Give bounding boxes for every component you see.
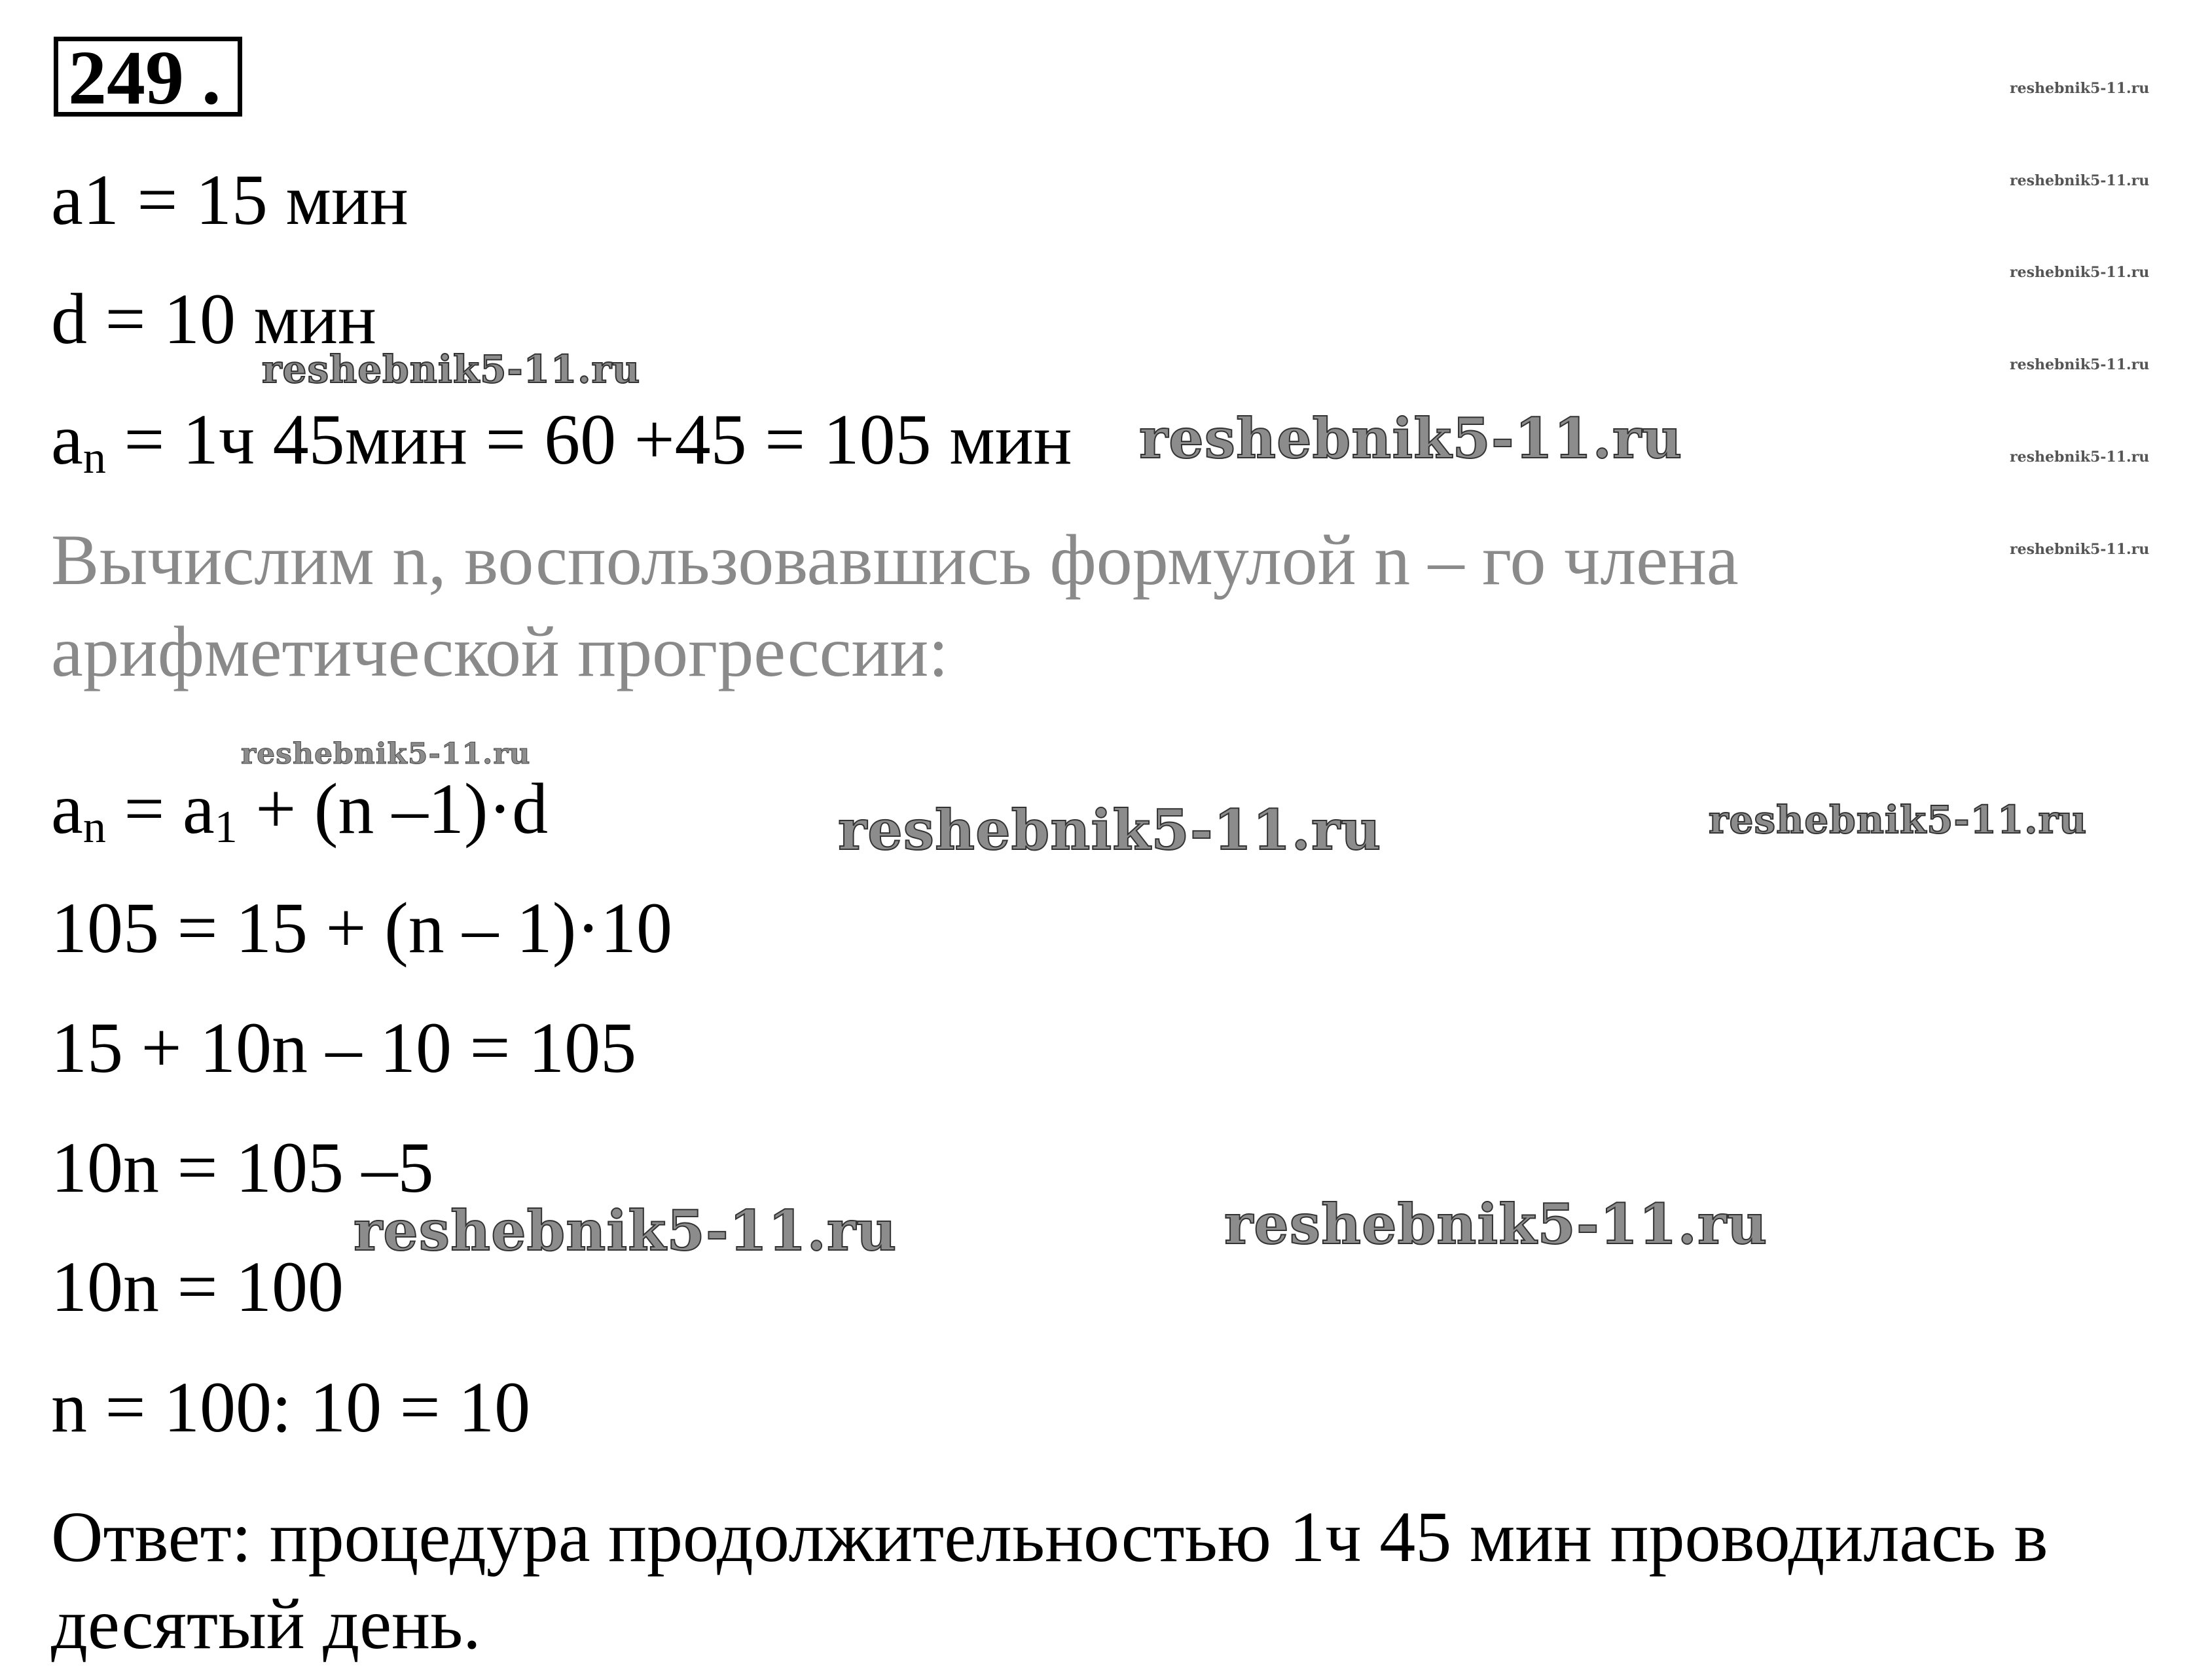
watermark: reshebnik5-11.ru: [838, 798, 1382, 862]
step-4: 10n = 100: [51, 1247, 344, 1327]
formula-a: a: [51, 769, 83, 849]
answer-line-1: Ответ: процедура продолжительностью 1ч 45 мин проводилась в: [51, 1497, 2048, 1577]
formula-sub-n: n: [82, 802, 106, 853]
watermark: reshebnik5-11.ru: [2010, 449, 2150, 466]
problem-number-dot: .: [202, 35, 221, 120]
watermark: reshebnik5-11.ru: [2010, 172, 2150, 189]
given-an-letter: a: [51, 399, 83, 479]
watermark: reshebnik5-11.ru: [354, 1198, 897, 1263]
formula-sub-1: 1: [214, 802, 238, 853]
watermark: reshebnik5-11.ru: [2010, 356, 2150, 373]
watermark: reshebnik5-11.ru: [1224, 1192, 1768, 1257]
watermark: reshebnik5-11.ru: [1139, 406, 1683, 471]
formula: [51, 769, 549, 853]
given-a1: a1 = 15 мин: [51, 160, 408, 240]
given-an-value: = 1ч 45мин = 60 +45 = 105 мин: [105, 399, 1072, 479]
step-1: 105 = 15 + (n – 1)·10: [51, 888, 672, 968]
watermark: reshebnik5-11.ru: [2010, 80, 2150, 97]
watermark: reshebnik5-11.ru: [1709, 798, 2088, 842]
formula-eq-a: = a: [105, 769, 215, 849]
explanation-line-2: арифметической прогрессии:: [51, 612, 949, 691]
given-an-subscript: n: [82, 433, 106, 483]
given-d: d = 10 мин: [51, 279, 376, 359]
explanation-line-1: Вычислим n, воспользовавшись формулой n – го члена: [51, 520, 1739, 600]
watermark: reshebnik5-11.ru: [241, 737, 531, 771]
step-3: 10n = 105 –5: [51, 1128, 434, 1207]
answer-line-2: десятый день.: [51, 1584, 481, 1664]
given-an: [51, 399, 1072, 483]
problem-number: 249: [68, 35, 184, 120]
step-5: n = 100: 10 = 10: [51, 1367, 531, 1447]
formula-rest: + (n –1)·d: [237, 769, 549, 849]
watermark: reshebnik5-11.ru: [262, 347, 641, 392]
watermark: reshebnik5-11.ru: [2010, 264, 2150, 281]
step-2: 15 + 10n – 10 = 105: [51, 1008, 637, 1088]
watermark: reshebnik5-11.ru: [2010, 541, 2150, 558]
